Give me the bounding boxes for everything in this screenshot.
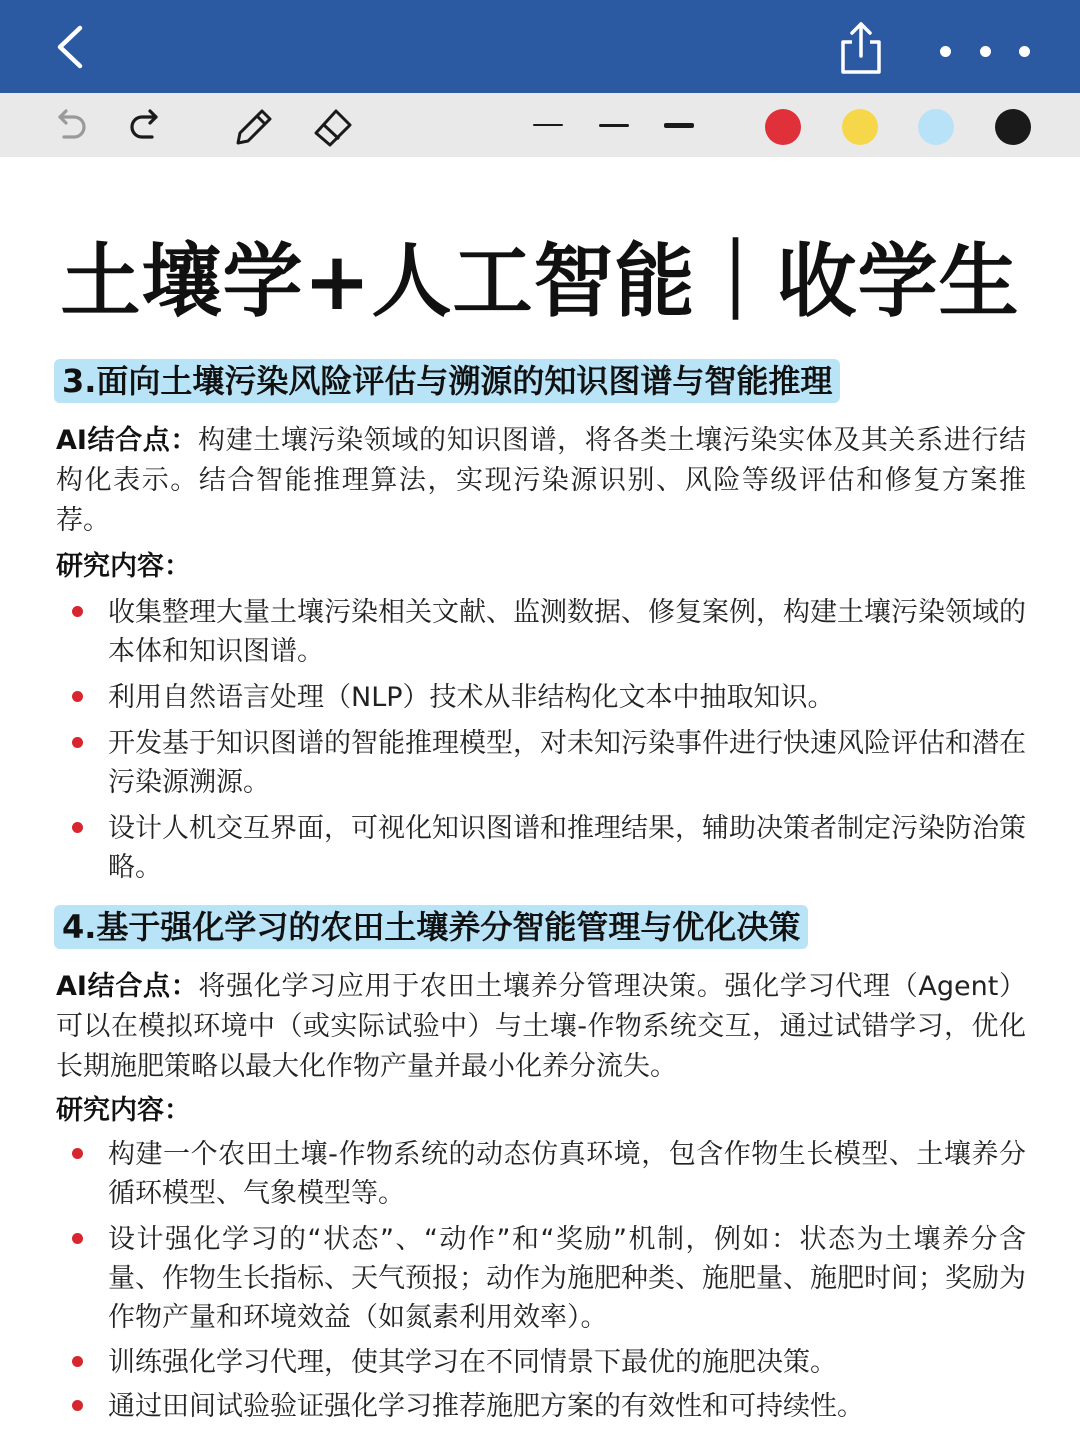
list-item: 通过田间试验验证强化学习推荐施肥方案的有效性和可持续性。 bbox=[108, 1391, 864, 1422]
undo-button[interactable] bbox=[48, 103, 94, 149]
section-3-heading: 3.面向土壤污染风险评估与溯源的知识图谱与智能推理 bbox=[54, 359, 840, 403]
thin-line-button[interactable] bbox=[528, 107, 568, 143]
eraser-icon bbox=[310, 103, 356, 149]
eraser-tool-button[interactable] bbox=[310, 103, 356, 149]
thin-line-icon bbox=[533, 124, 563, 126]
color-yellow-button[interactable] bbox=[842, 109, 878, 145]
bullet-icon bbox=[72, 1233, 83, 1244]
list-item: 收集整理大量土壤污染相关文献、监测数据、修复案例，构建土壤污染领域的本体和知识图谱。 bbox=[108, 597, 1026, 667]
list-item: 开发基于知识图谱的智能推理模型，对未知污染事件进行快速风险评估和潜在污染源溯源。 bbox=[108, 728, 1026, 798]
redo-button[interactable] bbox=[122, 103, 168, 149]
top-bar bbox=[0, 0, 1080, 93]
thick-line-button[interactable] bbox=[659, 107, 699, 143]
section-4-ai-point bbox=[56, 967, 1026, 1087]
document-page bbox=[0, 157, 1080, 1443]
color-red-button[interactable] bbox=[765, 109, 801, 145]
color-black-button[interactable] bbox=[995, 109, 1031, 145]
pen-tool-button[interactable] bbox=[230, 103, 276, 149]
back-button[interactable] bbox=[48, 22, 98, 72]
page-title: 土壤学+人工智能｜收学生 bbox=[60, 235, 1020, 328]
list-item: 设计人机交互界面，可视化知识图谱和推理结果，辅助决策者制定污染防治策略。 bbox=[108, 813, 1026, 883]
pencil-icon bbox=[230, 103, 276, 149]
redo-icon bbox=[122, 103, 168, 149]
more-options-button[interactable] bbox=[930, 36, 1040, 66]
medium-line-button[interactable] bbox=[594, 107, 634, 143]
bullet-icon bbox=[72, 691, 83, 702]
ai-point-text: 将强化学习应用于农田土壤养分管理决策。强化学习代理（Agent）可以在模拟环境中（或实际试验中）与土壤-作物系统交互，通过试错学习，优化长期施肥策略以最大化作物产量并最小化养分流失。 bbox=[56, 971, 1026, 1082]
ai-point-text: 构建土壤污染领域的知识图谱，将各类土壤污染实体及其关系进行结构化表示。结合智能推理算法，实现污染源识别、风险等级评估和修复方案推荐。 bbox=[56, 425, 1026, 536]
list-item: 利用自然语言处理（NLP）技术从非结构化文本中抽取知识。 bbox=[108, 682, 835, 713]
more-dot-icon bbox=[940, 46, 951, 57]
section-4-heading: 4.基于强化学习的农田土壤养分智能管理与优化决策 bbox=[54, 905, 808, 949]
section-4-research-label: 研究内容： bbox=[56, 1095, 191, 1126]
bullet-icon bbox=[72, 1400, 83, 1411]
share-button[interactable] bbox=[834, 20, 888, 76]
medium-line-icon bbox=[599, 124, 629, 127]
list-item: 训练强化学习代理，使其学习在不同情景下最优的施肥决策。 bbox=[108, 1347, 837, 1378]
chevron-left-icon bbox=[48, 22, 98, 72]
list-item: 设计强化学习的“状态”、“动作”和“奖励”机制，例如：状态为土壤养分含量、作物生长指标、天气预报；动作为施肥种类、施肥量、施肥时间；奖励为作物产量和环境效益（如氮素利用效率）。 bbox=[108, 1224, 1026, 1333]
bullet-icon bbox=[72, 737, 83, 748]
ai-point-label: AI结合点： bbox=[56, 425, 199, 456]
bullet-icon bbox=[72, 822, 83, 833]
section-3-ai-point bbox=[56, 421, 1026, 541]
thick-line-icon bbox=[664, 123, 694, 128]
section-3-research-label: 研究内容： bbox=[56, 551, 191, 582]
ai-point-label: AI结合点： bbox=[56, 971, 199, 1002]
list-item: 构建一个农田土壤-作物系统的动态仿真环境，包含作物生长模型、土壤养分循环模型、气象模型等。 bbox=[108, 1139, 1026, 1209]
more-dot-icon bbox=[980, 46, 991, 57]
color-light-blue-button[interactable] bbox=[918, 109, 954, 145]
more-dot-icon bbox=[1019, 46, 1030, 57]
bullet-icon bbox=[72, 1148, 83, 1159]
bullet-icon bbox=[72, 606, 83, 617]
share-icon bbox=[834, 20, 888, 76]
undo-icon bbox=[48, 103, 94, 149]
bullet-icon bbox=[72, 1356, 83, 1367]
